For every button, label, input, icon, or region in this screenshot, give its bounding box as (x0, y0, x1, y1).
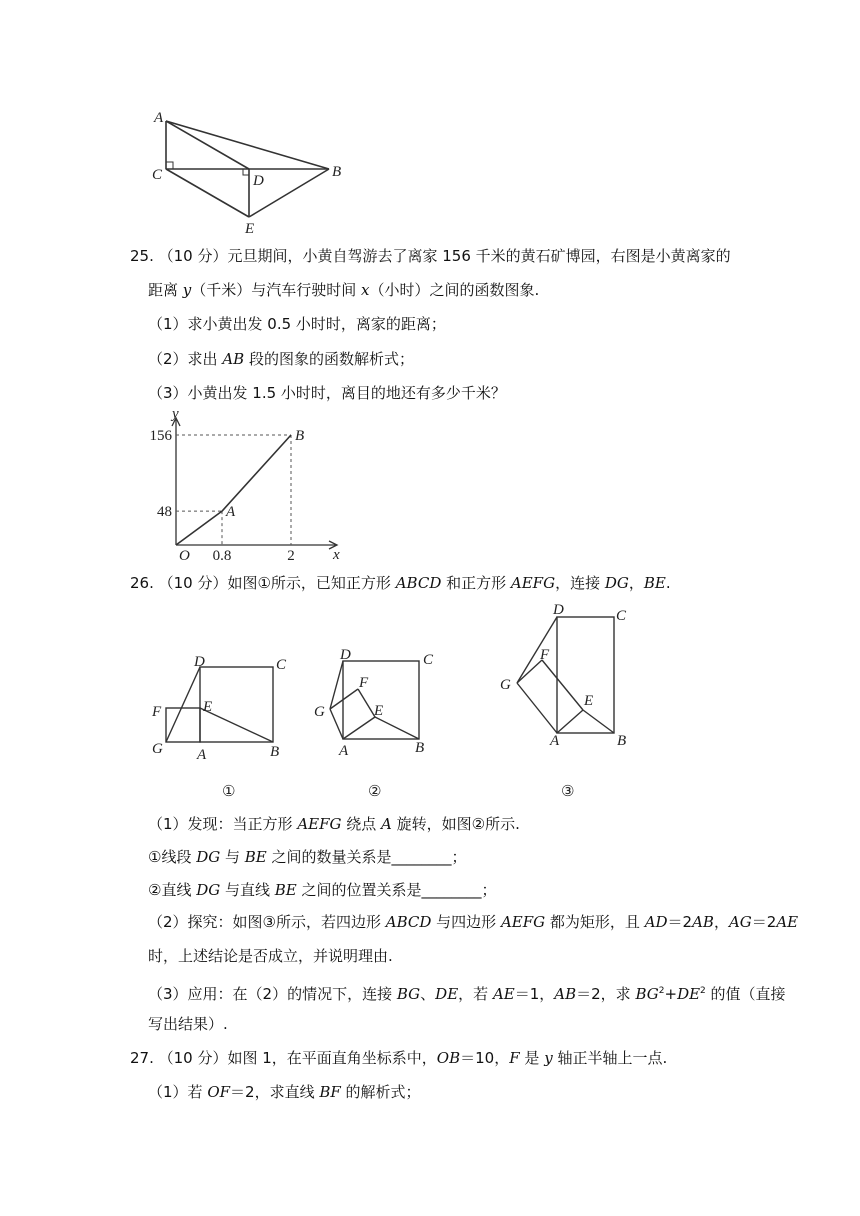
q26-sub1: （1）发现：当正方形 AEFG 绕点 A 旋转，如图②所示. (148, 815, 520, 833)
y-axis-label: y (172, 406, 179, 422)
q25-line2: 距离 y（千米）与汽车行驶时间 x（小时）之间的函数图象. (148, 281, 540, 299)
point-label-O: O (179, 548, 190, 564)
q24-label-B: B (332, 164, 342, 180)
q25-line1: 25. （10 分）元旦期间，小黄自驾游去了离家 156 千米的黄石矿博园，右图是小黄离家的 (130, 247, 731, 265)
point-label-B: B (295, 428, 305, 444)
x-tick-label: 0.8 (212, 548, 232, 564)
svg-text:E: E (203, 699, 213, 715)
q27-line1: 27. （10 分）如图 1，在平面直角坐标系中，OB＝10，F 是 y 轴正半轴上一点. (130, 1049, 668, 1067)
svg-text:G: G (152, 741, 163, 757)
svg-text:F: F (540, 647, 550, 663)
svg-text:A: A (197, 747, 207, 763)
svg-text:C: C (616, 608, 627, 624)
q26-sub3-line2: 写出结果）. (148, 1015, 228, 1033)
svg-text:C: C (423, 652, 434, 668)
svg-text:E: E (584, 693, 594, 709)
q24-label-E: E (245, 221, 255, 237)
q26-sub3: （3）应用：在（2）的情况下，连接 BG、DE，若 AE＝1，AB＝2，求 $BG^2+DE^2$ 的值（直接 (148, 985, 786, 1003)
x-tick-label: 2 (287, 548, 295, 564)
q24-label-D: D (253, 173, 264, 189)
svg-text:B: B (415, 740, 425, 756)
q25-sub1: （1）求小黄出发 0.5 小时时，离家的距离； (148, 315, 446, 333)
q26-figure-2 (330, 661, 419, 739)
q26-sub2: （2）探究：如图③所示，若四边形 ABCD 与四边形 AEFG 都为矩形，且 AD＝2AB，AG＝2AE (148, 913, 799, 931)
y-tick-label: 156 (149, 428, 172, 444)
q25-sub3: （3）小黄出发 1.5 小时时，离目的地还有多少千米？ (148, 384, 506, 402)
svg-text:F: F (152, 704, 162, 720)
figure-3-caption: ③ (561, 782, 575, 800)
svg-text:B: B (617, 733, 627, 749)
q26-sub1b: ②直线 DG 与直线 BE 之间的位置关系是________； (148, 881, 497, 899)
svg-text:A: A (550, 733, 560, 749)
q26-sub2-line2: 时，上述结论是否成立，并说明理由. (148, 947, 393, 965)
svg-text:F: F (359, 675, 369, 691)
svg-text:E: E (374, 703, 384, 719)
q26-figure-3 (517, 617, 614, 733)
svg-text:G: G (500, 677, 511, 693)
q24-label-C: C (152, 167, 163, 183)
q26-sub1a: ①线段 DG 与 BE 之间的数量关系是________； (148, 848, 467, 866)
y-tick-label: 48 (157, 504, 172, 521)
q25-sub2: （2）求出 AB 段的图象的函数解析式； (148, 350, 414, 368)
q24-label-A: A (154, 110, 164, 126)
point-label-A: A (226, 504, 236, 521)
figure-1-caption: ① (222, 782, 236, 800)
svg-text:D: D (340, 647, 351, 663)
figure-2-caption: ② (368, 782, 382, 800)
svg-text:B: B (270, 744, 280, 760)
x-axis-label: x (333, 547, 340, 563)
svg-text:C: C (276, 657, 287, 673)
q26-figure-1 (166, 667, 273, 742)
svg-text:D: D (194, 654, 205, 670)
q27-sub1: （1）若 OF＝2，求直线 BF 的解析式； (148, 1083, 421, 1101)
svg-text:G: G (314, 704, 325, 720)
svg-text:A: A (339, 743, 349, 759)
q26-line1: 26. （10 分）如图①所示，已知正方形 ABCD 和正方形 AEFG，连接 DG，BE. (130, 574, 671, 592)
svg-text:D: D (553, 602, 564, 618)
